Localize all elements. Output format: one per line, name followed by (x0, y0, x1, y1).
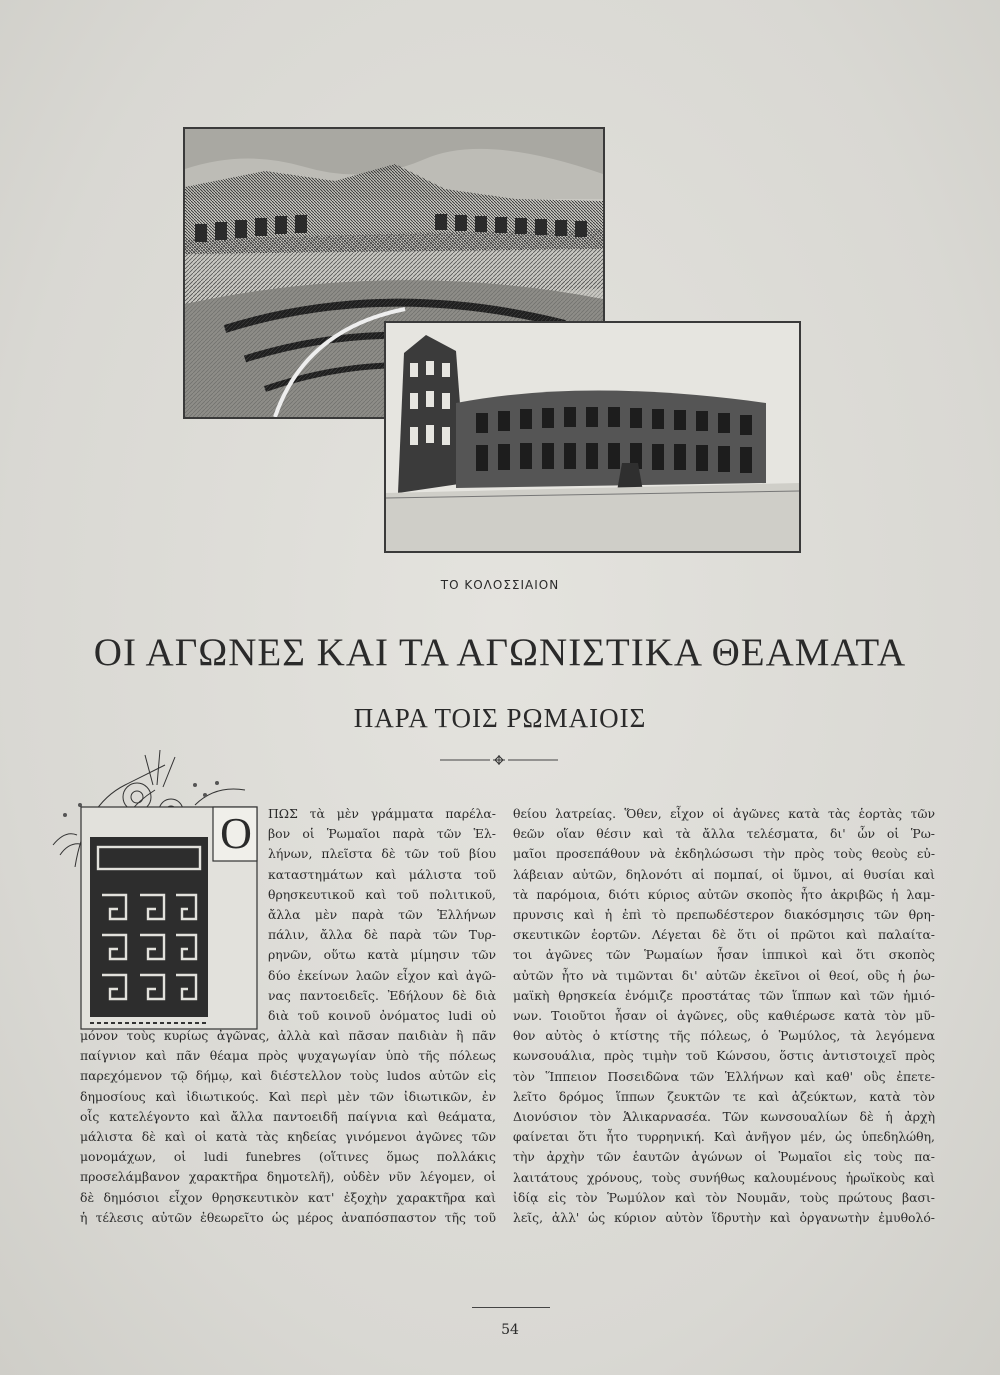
text-line: ἡ τέλεσις αὐτῶν ἐθεωρεῖτο ὡς μέρος ἀναπόσπαστον τῆς τοῦ (80, 1209, 496, 1225)
text-line: Διονύσιον τὸν Ἁλικαρνασέα. Τῶν κωνσουαλίων δὲ ἡ ἀρχὴ (513, 1109, 935, 1125)
text-line: μάλιστα δὲ καὶ οἱ κατὰ τὰς κηδείας γινόμενοι ἀγῶνες τῶν (80, 1129, 496, 1145)
ornamental-rule (440, 755, 558, 765)
text-line: θον αὐτὸς ὁ κτίστης τῆς πόλεως, ὁ Ῥωμύλος, τὰ λεγόμενα (513, 1028, 935, 1044)
text-line: ΠΩΣ τὰ μὲν γράμματα παρέλα- (268, 806, 496, 821)
text-line: βον οἱ Ῥωμαῖοι παρὰ τῶν Ἑλ- (268, 826, 496, 842)
text-line: παρεχόμενον τῷ δήμῳ, καὶ διέστελλον τοὺς ludos αὐτῶν εἰς (80, 1068, 496, 1084)
text-line: μόνον τοὺς κυρίως ἀγῶνας, ἀλλὰ καὶ πᾶσαν παιδιὰν ἢ πᾶν (80, 1028, 496, 1043)
text-line: τὴν ἀρχὴν τῶν ἑαυτῶν ἀγώνων οἱ Ῥωμαῖοι εἰς τοὺς πα- (513, 1149, 935, 1165)
text-line: προσελάμβανον χαρακτῆρα δημοτελῆ), οὐδὲν νῦν λέγομεν, οἱ (80, 1169, 496, 1185)
text-line: λάβειαν αὐτῶν, δηλονότι αἱ πομπαί, οἱ ὕμνοι, αἱ θυσίαι καὶ (513, 866, 935, 882)
figure-caption: ΤΟ ΚΟΛΟΣΣΙΑΙΟΝ (440, 578, 560, 592)
text-line: δημοσίους καὶ ἰδιωτικούς. Καὶ περὶ μὲν τῶν ἰδιωτικῶν, ἐν (80, 1088, 496, 1104)
text-line: διὰ τοῦ κοινοῦ ὀνόματος ludi οὐ (268, 1008, 496, 1024)
text-line: νας παντοειδεῖς. Ἐδήλουν δὲ διὰ (268, 987, 496, 1003)
text-line: δὲ δημόσιοι εἶχον θρησκευτικὸν κατ' ἐξοχὴν χαρακτῆρα καὶ (80, 1189, 496, 1205)
text-line: μαϊκὴ θρησκεία ἐνόμιζε προστάτας τῶν ἵππων καὶ τῶν ἡμιό- (513, 987, 935, 1003)
text-line: αὐτῶν ἦτο νὰ τιμῶνται δι' αὐτῶν ἐκεῖνοι οἱ θεοί, οὓς ἡ ῥω- (513, 967, 935, 983)
text-line: λεῖτο δρόμος ἵππων ζευκτῶν τε καὶ ἀζεύκτων, κατὰ τὸν (513, 1088, 935, 1104)
footer-rule (472, 1307, 550, 1308)
text-line: πρυνσις καὶ ἡ ἐπὶ τὸ πρεπωδέστερον διακόσμησις τῶν θρη- (513, 907, 935, 923)
text-line: λαιτάτους χρόνους, τοὺς συνήθως καλουμένους ἡρωϊκοὺς καὶ (513, 1169, 935, 1185)
text-line: δύο ἐκείνων λαῶν εἶχον καὶ ἀγῶ- (268, 967, 496, 983)
text-line: λεῖς, ἀλλ' ὡς κύριον αὐτὸν ἵδρυτὴν καὶ ὀργανωτὴν ἐμυθολό- (513, 1210, 935, 1226)
text-line: πάλιν, ἄλλα δὲ παρὰ τῶν Τυρ- (268, 927, 496, 943)
colosseum-exterior-engraving (384, 321, 801, 553)
text-line: ἄλλα μὲν παρὰ τῶν Ἑλλήνων (268, 907, 496, 923)
text-line: σκευτικῶν ἑορτῶν. Λέγεται δὲ ὅτι οἱ πρῶτοι καὶ παλαίτα- (513, 927, 935, 943)
text-line: μαῖοι προσεπάθουν νὰ ἐκδηλώσωσι τὴν πρὸς τοὺς θεοὺς εὐ- (513, 846, 935, 862)
text-line: οἷς κατελέγοντο καὶ ἄλλα παντοειδῆ παίγνια καὶ θεάματα, (80, 1108, 496, 1124)
article-column-intro (268, 804, 496, 1026)
page-number: 54 (501, 1322, 519, 1338)
text-line: ἰδίᾳ εἰς τὸν Ῥωμύλον καὶ τὸν Νουμᾶν, τοὺς πρώτους βασι- (513, 1189, 935, 1205)
text-line: λήνων, πλεῖστα δὲ τῶν τοῦ βίου (268, 846, 496, 862)
initial-panel (80, 795, 258, 1033)
text-line: ρηνῶν, οὕτω κατὰ μίμησιν τῶν (268, 947, 496, 963)
article-column-right (513, 804, 935, 1228)
text-line: τὰ παρόμοια, διότι κύριος αὐτῶν σκοπὸς ἦτο ἀκριβῶς ἡ λαμ- (513, 886, 935, 902)
article-title: ΟΙ ΑΓΩΝΕΣ ΚΑΙ ΤΑ ΑΓΩΝΙΣΤΙΚΑ ΘΕΑΜΑΤΑ (93, 631, 907, 674)
text-line: θρησκευτικοῦ καὶ τοῦ πολιτικοῦ, (268, 886, 496, 902)
text-line: μονομάχων, οἱ ludi funebres (οἵτινες ὅμως πολλάκις (80, 1149, 496, 1165)
text-line: φαίνεται ὅτι ἦτο τυρρηνική. Καὶ ἀνῆγον μέν, ὡς ὑπεδηλώθη, (513, 1129, 935, 1145)
text-line: καταστημάτων καὶ μάλιστα τοῦ (268, 866, 496, 882)
text-line: θείου λατρείας. Ὅθεν, εἶχον οἱ ἀγῶνες κατὰ τὰς ἑορτὰς τῶν (513, 806, 935, 821)
text-line: θεῶν οἵαν θέσιν καὶ τὰ ἄλλα τελέσματα, δι' ὧν οἱ Ῥω- (513, 826, 935, 842)
text-line: νων. Τοιοῦτοι ἦσαν οἱ ἀγῶνες, οὓς καθιέρωσε κατὰ τὸν μῦ- (513, 1008, 935, 1024)
text-line: τὸν Ἵππειον Ποσειδῶνα τῶν Ἑλλήνων καὶ καθ' οὓς ἐπετε- (513, 1068, 935, 1084)
text-line: κωνσουάλια, πρὸς τιμὴν τοῦ Κώνσου, ὅστις ἀντιστοιχεῖ πρὸς (513, 1048, 935, 1064)
text-line: τοι ἀγῶνες τῶν Ῥωμαίων ἦσαν ἱππικοὶ καὶ ὅτι σκοπὸς (513, 947, 935, 963)
article-column-left (80, 1026, 496, 1228)
initial-letter: Ο (220, 809, 252, 858)
article-subtitle: ΠΑΡΑ ΤΟΙΣ ΡΩΜΑΙΟΙΣ (353, 703, 647, 733)
text-line: παίγνιον καὶ πᾶν θέαμα πρὸς ψυχαγωγίαν ὑπὸ τῆς πόλεως (80, 1048, 496, 1064)
